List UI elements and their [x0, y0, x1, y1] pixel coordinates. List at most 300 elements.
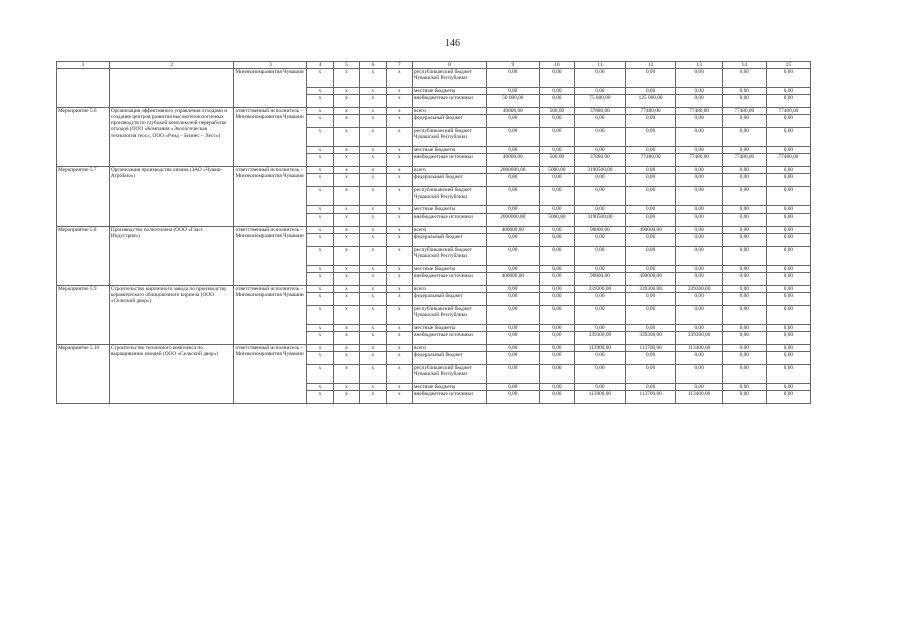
- x-mark: x: [307, 265, 333, 272]
- amount-cell: 0,00: [539, 285, 574, 292]
- amount-cell: 0,00: [766, 331, 810, 344]
- amount-cell: 400000,00: [486, 272, 539, 285]
- funding-source: внебюджетные источники: [413, 272, 487, 285]
- amount-cell: 0,00: [766, 88, 810, 95]
- amount-cell: 0,00: [486, 128, 539, 147]
- amount-cell: 0,00: [486, 331, 539, 344]
- x-mark: x: [333, 115, 359, 128]
- x-mark: x: [386, 167, 412, 174]
- measure-id: [57, 69, 110, 108]
- amount-cell: 0,00: [486, 174, 539, 187]
- funding-source: местные бюджеты: [413, 147, 487, 154]
- x-mark: x: [333, 88, 359, 95]
- amount-cell: 50 000,00: [486, 95, 539, 108]
- amount-cell: 0,00: [676, 69, 722, 88]
- amount-cell: 0,00: [625, 305, 676, 324]
- amount-cell: 0,00: [722, 331, 766, 344]
- amount-cell: 0,00: [575, 88, 626, 95]
- amount-cell: 0,00: [676, 384, 722, 391]
- x-mark: x: [307, 384, 333, 391]
- amount-cell: 0,00: [575, 324, 626, 331]
- amount-cell: 0,00: [486, 206, 539, 213]
- x-mark: x: [360, 305, 386, 324]
- funding-source: внебюджетные источники: [413, 331, 487, 344]
- x-mark: x: [386, 147, 412, 154]
- amount-cell: 0,00: [625, 246, 676, 265]
- amount-cell: 0,00: [486, 344, 539, 351]
- funding-source: всего: [413, 226, 487, 233]
- x-mark: x: [333, 272, 359, 285]
- amount-cell: 0,00: [676, 365, 722, 384]
- column-number: 13: [676, 62, 722, 69]
- x-mark: x: [360, 344, 386, 351]
- amount-cell: 0,00: [722, 147, 766, 154]
- x-mark: x: [360, 128, 386, 147]
- x-mark: x: [360, 324, 386, 331]
- column-number: 4: [307, 62, 333, 69]
- amount-cell: 0,00: [625, 206, 676, 213]
- x-mark: x: [360, 285, 386, 292]
- column-number: 10: [539, 62, 574, 69]
- x-mark: x: [386, 69, 412, 88]
- column-number: 7: [386, 62, 412, 69]
- amount-cell: 0,00: [676, 246, 722, 265]
- amount-cell: 0,00: [575, 305, 626, 324]
- amount-cell: 0,00: [575, 128, 626, 147]
- amount-cell: 0,00: [766, 226, 810, 233]
- header-row: [57, 62, 811, 69]
- amount-cell: 0,00: [625, 174, 676, 187]
- amount-cell: 0,00: [766, 384, 810, 391]
- amount-cell: 0,00: [676, 128, 722, 147]
- column-number: 1: [57, 62, 110, 69]
- table-row: [57, 344, 811, 351]
- x-mark: x: [360, 213, 386, 226]
- x-mark: x: [386, 344, 412, 351]
- amount-cell: 90000,00: [575, 272, 626, 285]
- amount-cell: 0,00: [722, 128, 766, 147]
- amount-cell: 5000,00: [539, 213, 574, 226]
- budget-table: [56, 61, 811, 404]
- x-mark: x: [360, 167, 386, 174]
- amount-cell: 0,00: [676, 233, 722, 246]
- amount-cell: 339300,00: [676, 285, 722, 292]
- funding-source: федеральный бюджет: [413, 352, 487, 365]
- x-mark: x: [333, 206, 359, 213]
- x-mark: x: [360, 365, 386, 384]
- x-mark: x: [386, 88, 412, 95]
- x-mark: x: [333, 331, 359, 344]
- funding-source: всего: [413, 344, 487, 351]
- amount-cell: 0,00: [766, 272, 810, 285]
- amount-cell: 0,00: [722, 213, 766, 226]
- x-mark: x: [333, 352, 359, 365]
- amount-cell: 2000000,00: [486, 167, 539, 174]
- measure-id: Мероприятие 5.7: [57, 167, 110, 226]
- x-mark: x: [333, 233, 359, 246]
- x-mark: x: [307, 187, 333, 206]
- amount-cell: 40000,00: [486, 108, 539, 115]
- x-mark: x: [386, 331, 412, 344]
- amount-cell: 0,00: [486, 246, 539, 265]
- amount-cell: 339300,00: [575, 331, 626, 344]
- amount-cell: 0,00: [539, 115, 574, 128]
- amount-cell: 0,00: [625, 69, 676, 88]
- amount-cell: 0,00: [766, 187, 810, 206]
- x-mark: x: [360, 233, 386, 246]
- x-mark: x: [333, 305, 359, 324]
- amount-cell: 0,00: [766, 95, 810, 108]
- amount-cell: 0,00: [676, 213, 722, 226]
- measure-executor: ответственный исполнитель – Минэкономразвития Чувашии: [234, 167, 307, 226]
- x-mark: x: [360, 246, 386, 265]
- amount-cell: 113900,00: [575, 391, 626, 404]
- amount-cell: 339300,00: [625, 331, 676, 344]
- measure-executor: ответственный исполнитель – Минэкономразвития Чувашии: [234, 108, 307, 167]
- measure-name: Организация производства лизина (ЗАО «ЧувашАгроБио»): [109, 167, 234, 226]
- amount-cell: 0,00: [539, 246, 574, 265]
- amount-cell: 0,00: [575, 147, 626, 154]
- amount-cell: 0,00: [539, 128, 574, 147]
- x-mark: x: [360, 331, 386, 344]
- amount-cell: 0,00: [722, 174, 766, 187]
- amount-cell: 0,00: [722, 233, 766, 246]
- amount-cell: 0,00: [625, 128, 676, 147]
- amount-cell: 0,00: [722, 88, 766, 95]
- amount-cell: 0,00: [625, 167, 676, 174]
- x-mark: x: [333, 265, 359, 272]
- amount-cell: 0,00: [539, 95, 574, 108]
- amount-cell: 0,00: [722, 226, 766, 233]
- amount-cell: 339300,00: [575, 285, 626, 292]
- funding-source: внебюджетные источники: [413, 391, 487, 404]
- x-mark: x: [307, 233, 333, 246]
- amount-cell: 0,00: [539, 88, 574, 95]
- x-mark: x: [333, 187, 359, 206]
- amount-cell: 0,00: [722, 384, 766, 391]
- funding-source: федеральный бюджет: [413, 115, 487, 128]
- x-mark: x: [360, 154, 386, 167]
- amount-cell: 0,00: [722, 272, 766, 285]
- amount-cell: 0,00: [486, 384, 539, 391]
- amount-cell: 0,00: [625, 115, 676, 128]
- x-mark: x: [307, 226, 333, 233]
- funding-source: внебюджетные источники: [413, 154, 487, 167]
- column-number: 2: [109, 62, 234, 69]
- amount-cell: 0,00: [676, 352, 722, 365]
- amount-cell: 0,00: [676, 115, 722, 128]
- funding-source: республиканский бюджет Чувашской Республики: [413, 246, 487, 265]
- x-mark: x: [307, 167, 333, 174]
- amount-cell: 0,00: [766, 305, 810, 324]
- amount-cell: 0,00: [486, 324, 539, 331]
- amount-cell: 0,00: [539, 265, 574, 272]
- amount-cell: 0,00: [722, 95, 766, 108]
- funding-source: внебюджетные источники: [413, 213, 487, 226]
- x-mark: x: [333, 69, 359, 88]
- amount-cell: 339300,00: [676, 331, 722, 344]
- measure-executor: ответственный исполнитель – Минэкономразвития Чувашии: [234, 285, 307, 344]
- funding-source: федеральный бюджет: [413, 292, 487, 305]
- amount-cell: 0,00: [625, 147, 676, 154]
- amount-cell: 0,00: [676, 226, 722, 233]
- x-mark: x: [360, 69, 386, 88]
- x-mark: x: [386, 292, 412, 305]
- funding-source: местные бюджеты: [413, 384, 487, 391]
- x-mark: x: [386, 305, 412, 324]
- x-mark: x: [360, 174, 386, 187]
- amount-cell: 0,00: [676, 305, 722, 324]
- amount-cell: 0,00: [722, 352, 766, 365]
- amount-cell: 3190500,00: [575, 213, 626, 226]
- amount-cell: 0,00: [539, 305, 574, 324]
- column-number: 6: [360, 62, 386, 69]
- amount-cell: 0,00: [575, 365, 626, 384]
- funding-source: местные бюджеты: [413, 265, 487, 272]
- amount-cell: 0,00: [486, 147, 539, 154]
- amount-cell: 0,00: [486, 305, 539, 324]
- measure-executor: Минэкономразвития Чувашии: [234, 69, 307, 108]
- amount-cell: 0,00: [676, 187, 722, 206]
- amount-cell: 113400,00: [676, 344, 722, 351]
- amount-cell: 0,00: [676, 147, 722, 154]
- x-mark: x: [386, 246, 412, 265]
- amount-cell: 0,00: [625, 88, 676, 95]
- x-mark: x: [386, 352, 412, 365]
- x-mark: x: [360, 115, 386, 128]
- amount-cell: 0,00: [625, 292, 676, 305]
- amount-cell: 0,00: [766, 69, 810, 88]
- x-mark: x: [307, 69, 333, 88]
- amount-cell: 0,00: [766, 344, 810, 351]
- amount-cell: 0,00: [766, 128, 810, 147]
- amount-cell: 0,00: [722, 187, 766, 206]
- amount-cell: 0,00: [676, 88, 722, 95]
- amount-cell: 0,00: [625, 265, 676, 272]
- amount-cell: 125 000,00: [625, 95, 676, 108]
- amount-cell: 0,00: [722, 344, 766, 351]
- amount-cell: 0,00: [575, 174, 626, 187]
- amount-cell: 0,00: [766, 352, 810, 365]
- amount-cell: 0,00: [539, 187, 574, 206]
- amount-cell: 0,00: [625, 384, 676, 391]
- x-mark: x: [333, 226, 359, 233]
- amount-cell: 90000,00: [575, 226, 626, 233]
- x-mark: x: [386, 272, 412, 285]
- amount-cell: 0,00: [625, 324, 676, 331]
- x-mark: x: [386, 187, 412, 206]
- funding-source: всего: [413, 167, 487, 174]
- amount-cell: 0,00: [539, 365, 574, 384]
- amount-cell: 0,00: [766, 292, 810, 305]
- amount-cell: 2000000,00: [486, 213, 539, 226]
- amount-cell: 77480,00: [625, 108, 676, 115]
- amount-cell: 0,00: [676, 95, 722, 108]
- amount-cell: 0,00: [539, 233, 574, 246]
- amount-cell: 490000,00: [625, 272, 676, 285]
- amount-cell: 113900,00: [575, 344, 626, 351]
- x-mark: x: [386, 265, 412, 272]
- x-mark: x: [360, 292, 386, 305]
- amount-cell: 0,00: [766, 115, 810, 128]
- x-mark: x: [386, 391, 412, 404]
- x-mark: x: [386, 108, 412, 115]
- amount-cell: 0,00: [539, 174, 574, 187]
- measure-name: Строительство тепличного комплекса по выращиванию овощей (ООО «Сельский двор»): [109, 344, 234, 403]
- measure-executor: ответственный исполнитель – Минэкономразвития Чувашии: [234, 344, 307, 403]
- x-mark: x: [307, 292, 333, 305]
- amount-cell: 0,00: [539, 391, 574, 404]
- amount-cell: 0,00: [486, 352, 539, 365]
- amount-cell: 0,00: [766, 285, 810, 292]
- amount-cell: 0,00: [575, 187, 626, 206]
- page-number: 146: [445, 38, 460, 49]
- measure-name: Организация эффективного управления отходами и создание центров развития высокотехнологичных производств по глубокой комплексной переработке отходов (ООО «Компания «Экологическая технология геос», ООО «Рэнд – Бизнес – Лесс»): [109, 108, 234, 167]
- x-mark: x: [386, 115, 412, 128]
- amount-cell: 0,00: [766, 147, 810, 154]
- amount-cell: 0,00: [766, 365, 810, 384]
- amount-cell: 0,00: [539, 147, 574, 154]
- amount-cell: 0,00: [625, 187, 676, 206]
- x-mark: x: [307, 115, 333, 128]
- table-row: [57, 69, 811, 88]
- x-mark: x: [307, 344, 333, 351]
- amount-cell: 0,00: [575, 69, 626, 88]
- funding-source: всего: [413, 285, 487, 292]
- funding-source: республиканский бюджет Чувашской Республики: [413, 128, 487, 147]
- x-mark: x: [333, 246, 359, 265]
- amount-cell: 0,00: [676, 272, 722, 285]
- amount-cell: 40000,00: [486, 154, 539, 167]
- amount-cell: 0,00: [676, 206, 722, 213]
- table-row: [57, 108, 811, 115]
- amount-cell: 0,00: [766, 391, 810, 404]
- x-mark: x: [360, 226, 386, 233]
- amount-cell: 113700,00: [625, 391, 676, 404]
- measure-executor: ответственный исполнитель – Минэкономразвития Чувашии: [234, 226, 307, 285]
- x-mark: x: [307, 324, 333, 331]
- x-mark: x: [386, 365, 412, 384]
- x-mark: x: [333, 324, 359, 331]
- amount-cell: 0,00: [575, 115, 626, 128]
- amount-cell: 0,00: [486, 69, 539, 88]
- measure-id: Мероприятие 5.10: [57, 344, 110, 403]
- column-number: 12: [625, 62, 676, 69]
- amount-cell: 0,00: [575, 384, 626, 391]
- amount-cell: 0,00: [722, 365, 766, 384]
- x-mark: x: [333, 213, 359, 226]
- amount-cell: 0,00: [539, 324, 574, 331]
- x-mark: x: [386, 213, 412, 226]
- x-mark: x: [360, 147, 386, 154]
- x-mark: x: [360, 265, 386, 272]
- x-mark: x: [333, 108, 359, 115]
- amount-cell: 0,00: [625, 352, 676, 365]
- column-number: 15: [766, 62, 810, 69]
- x-mark: x: [307, 206, 333, 213]
- amount-cell: 0,00: [722, 69, 766, 88]
- x-mark: x: [360, 384, 386, 391]
- funding-source: всего: [413, 108, 487, 115]
- measure-id: Мероприятие 5.8: [57, 226, 110, 285]
- x-mark: x: [360, 108, 386, 115]
- amount-cell: 75 000,00: [575, 95, 626, 108]
- column-number: 8: [413, 62, 487, 69]
- funding-source: республиканский бюджет Чувашской Республики: [413, 69, 487, 88]
- x-mark: x: [360, 206, 386, 213]
- funding-source: республиканский бюджет Чувашской Республики: [413, 365, 487, 384]
- amount-cell: 77480,00: [766, 108, 810, 115]
- amount-cell: 0,00: [766, 246, 810, 265]
- amount-cell: 0,00: [722, 115, 766, 128]
- amount-cell: 0,00: [625, 365, 676, 384]
- amount-cell: 0,00: [676, 167, 722, 174]
- x-mark: x: [307, 246, 333, 265]
- amount-cell: 0,00: [486, 365, 539, 384]
- amount-cell: 0,00: [766, 324, 810, 331]
- x-mark: x: [307, 154, 333, 167]
- amount-cell: 339300,00: [625, 285, 676, 292]
- funding-source: местные бюджеты: [413, 206, 487, 213]
- x-mark: x: [333, 167, 359, 174]
- amount-cell: 37880,00: [575, 154, 626, 167]
- x-mark: x: [307, 331, 333, 344]
- amount-cell: 3190500,00: [575, 167, 626, 174]
- amount-cell: 0,00: [676, 324, 722, 331]
- funding-source: местные бюджеты: [413, 324, 487, 331]
- x-mark: x: [333, 285, 359, 292]
- x-mark: x: [360, 88, 386, 95]
- amount-cell: 0,00: [486, 292, 539, 305]
- funding-source: местные бюджеты: [413, 88, 487, 95]
- x-mark: x: [386, 233, 412, 246]
- amount-cell: 0,00: [722, 324, 766, 331]
- x-mark: x: [333, 384, 359, 391]
- amount-cell: 0,00: [575, 206, 626, 213]
- amount-cell: 500,00: [539, 154, 574, 167]
- amount-cell: 0,00: [486, 391, 539, 404]
- amount-cell: 113400,00: [676, 391, 722, 404]
- amount-cell: 0,00: [766, 213, 810, 226]
- amount-cell: 0,00: [625, 233, 676, 246]
- amount-cell: 0,00: [575, 292, 626, 305]
- funding-source: федеральный бюджет: [413, 174, 487, 187]
- x-mark: x: [307, 272, 333, 285]
- x-mark: x: [307, 305, 333, 324]
- amount-cell: 37880,00: [575, 108, 626, 115]
- x-mark: x: [307, 108, 333, 115]
- x-mark: x: [386, 154, 412, 167]
- amount-cell: 0,00: [539, 384, 574, 391]
- column-number: 3: [234, 62, 307, 69]
- amount-cell: 0,00: [722, 391, 766, 404]
- amount-cell: 0,00: [766, 206, 810, 213]
- amount-cell: 77480,00: [722, 154, 766, 167]
- amount-cell: 0,00: [722, 305, 766, 324]
- x-mark: x: [386, 174, 412, 187]
- amount-cell: 490000,00: [625, 226, 676, 233]
- x-mark: x: [307, 95, 333, 108]
- x-mark: x: [333, 128, 359, 147]
- amount-cell: 0,00: [575, 352, 626, 365]
- x-mark: x: [307, 285, 333, 292]
- funding-source: республиканский бюджет Чувашской Республики: [413, 305, 487, 324]
- table-row: [57, 167, 811, 174]
- amount-cell: 0,00: [539, 352, 574, 365]
- amount-cell: 0,00: [486, 187, 539, 206]
- x-mark: x: [307, 147, 333, 154]
- amount-cell: 0,00: [486, 265, 539, 272]
